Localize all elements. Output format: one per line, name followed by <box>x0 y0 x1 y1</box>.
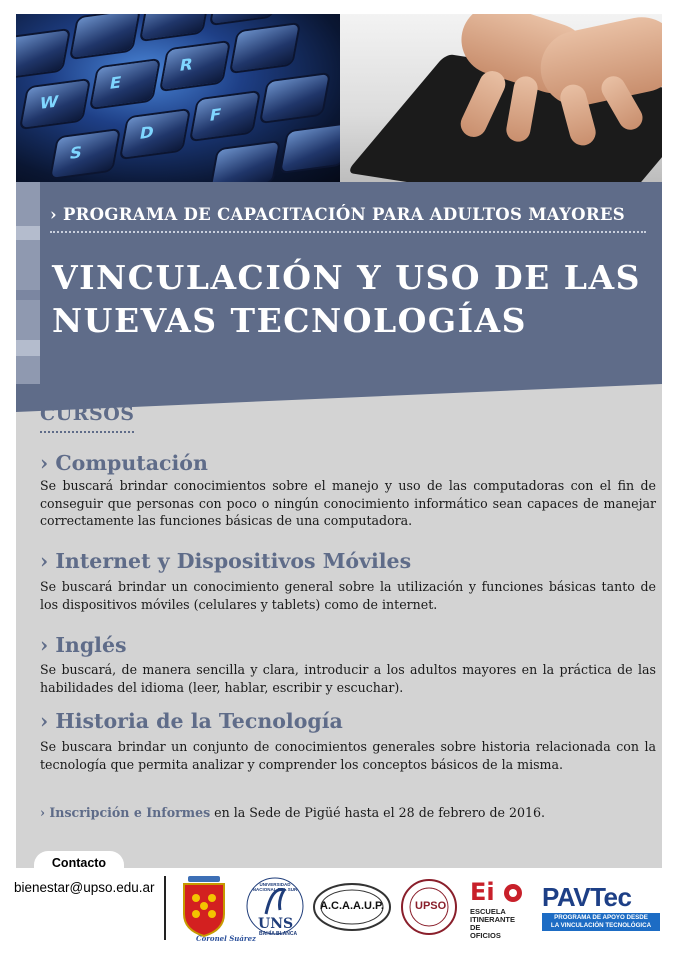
strip-segment <box>16 226 40 240</box>
pavtec-subtext-line: LA VINCULACIÓN TECNOLÓGICA <box>550 922 652 929</box>
uns-text: UNS <box>258 916 294 932</box>
course-title-internet: › Internet y Dispositivos Móviles <box>40 549 412 573</box>
uns-subtext: BAHÍA BLANCA <box>259 931 298 937</box>
typing-hands-photo <box>340 14 662 182</box>
ei-caption-line: DE <box>470 923 481 932</box>
dotted-divider <box>50 231 646 233</box>
course-title-computacion: › Computación <box>40 451 208 475</box>
title-line: NUEVAS TECNOLOGÍAS <box>52 301 527 340</box>
acaaup-text: A.C.A.A.U.P. <box>320 900 384 912</box>
registration-label: › Inscripción e Informes <box>40 805 211 820</box>
ei-caption-line: ESCUELA <box>470 907 506 916</box>
footer-divider <box>164 876 166 940</box>
crest-caption: Coronel Suárez <box>196 934 257 943</box>
page-title <box>52 256 652 342</box>
pavtec-text: PAVTec <box>542 882 632 912</box>
key-letter: W <box>38 91 60 114</box>
keyboard-closeup-photo <box>16 14 340 182</box>
uns-arc-text: UNIVERSIDAD NACIONAL DEL SUR <box>252 882 298 892</box>
registration-text: en la Sede de Pigüé hasta el 28 de febrero de 2016. <box>210 805 546 820</box>
uns-logo <box>244 876 306 942</box>
escuela-itinerante-logo <box>468 880 528 942</box>
title-line: VINCULACIÓN Y USO DE LAS <box>52 258 641 297</box>
pavtec-banner <box>542 913 660 931</box>
upso-logo <box>400 878 458 936</box>
contact-label: Contacto <box>34 851 124 879</box>
course-desc-ingles: Se buscará, de manera sencilla y clara, introducir a los adultos mayores en la práctica de las habilidades del idioma (leer, hablar, escribir y escuchar). <box>40 662 656 695</box>
pavtec-logo <box>540 882 664 936</box>
ei-caption-line: ITINERANTE <box>470 915 515 924</box>
hero-images <box>16 14 662 182</box>
course-title-historia: › Historia de la Tecnología <box>40 709 343 733</box>
pavtec-subtext-line: PROGRAMA DE APOYO DESDE <box>554 914 648 921</box>
key-letter: S <box>68 142 84 164</box>
contact-email-link[interactable]: bienestar@upso.edu.ar <box>14 880 155 895</box>
courses-heading: CURSOS <box>40 403 135 425</box>
ei-caption <box>470 908 515 940</box>
program-subtitle: › PROGRAMA DE CAPACITACIÓN PARA ADULTOS MAYORES <box>50 205 625 224</box>
registration-info <box>40 805 545 820</box>
course-title-ingles: › Inglés <box>40 633 127 657</box>
acaaup-logo <box>312 882 392 932</box>
key-letter: E <box>108 72 123 94</box>
strip-segment <box>16 340 40 356</box>
ei-text: Ei <box>470 878 495 906</box>
course-desc-internet: Se buscará brindar un conocimiento general sobre la utilización y funciones básicas tanto de los dispositivos móviles (celulares y tablets) como de internet. <box>40 579 656 612</box>
coronel-suarez-logo <box>178 874 257 944</box>
strip-segment <box>16 290 40 300</box>
upso-text: UPSO <box>415 900 447 912</box>
course-desc-historia: Se buscara brindar un conjunto de conocimientos generales sobre historia relacionada con la tecnología que permita analizar y comprender los conceptos básicos de la misma. <box>40 739 656 772</box>
key-letter: F <box>208 104 223 126</box>
gear-icon <box>502 882 524 904</box>
key-letter: R <box>178 54 195 76</box>
ei-caption-line: OFICIOS <box>470 931 501 940</box>
pavtec-subtext <box>542 913 660 930</box>
course-desc-computacion: Se buscará brindar conocimientos sobre el manejo y uso de las computadoras con el fin de conseguir que personas con poco o ningún conocimiento informático sean capaces de manejar correctamente las funciones básicas de una computadora. <box>40 478 656 528</box>
dotted-underline <box>40 431 134 433</box>
key-letter: D <box>138 122 156 144</box>
